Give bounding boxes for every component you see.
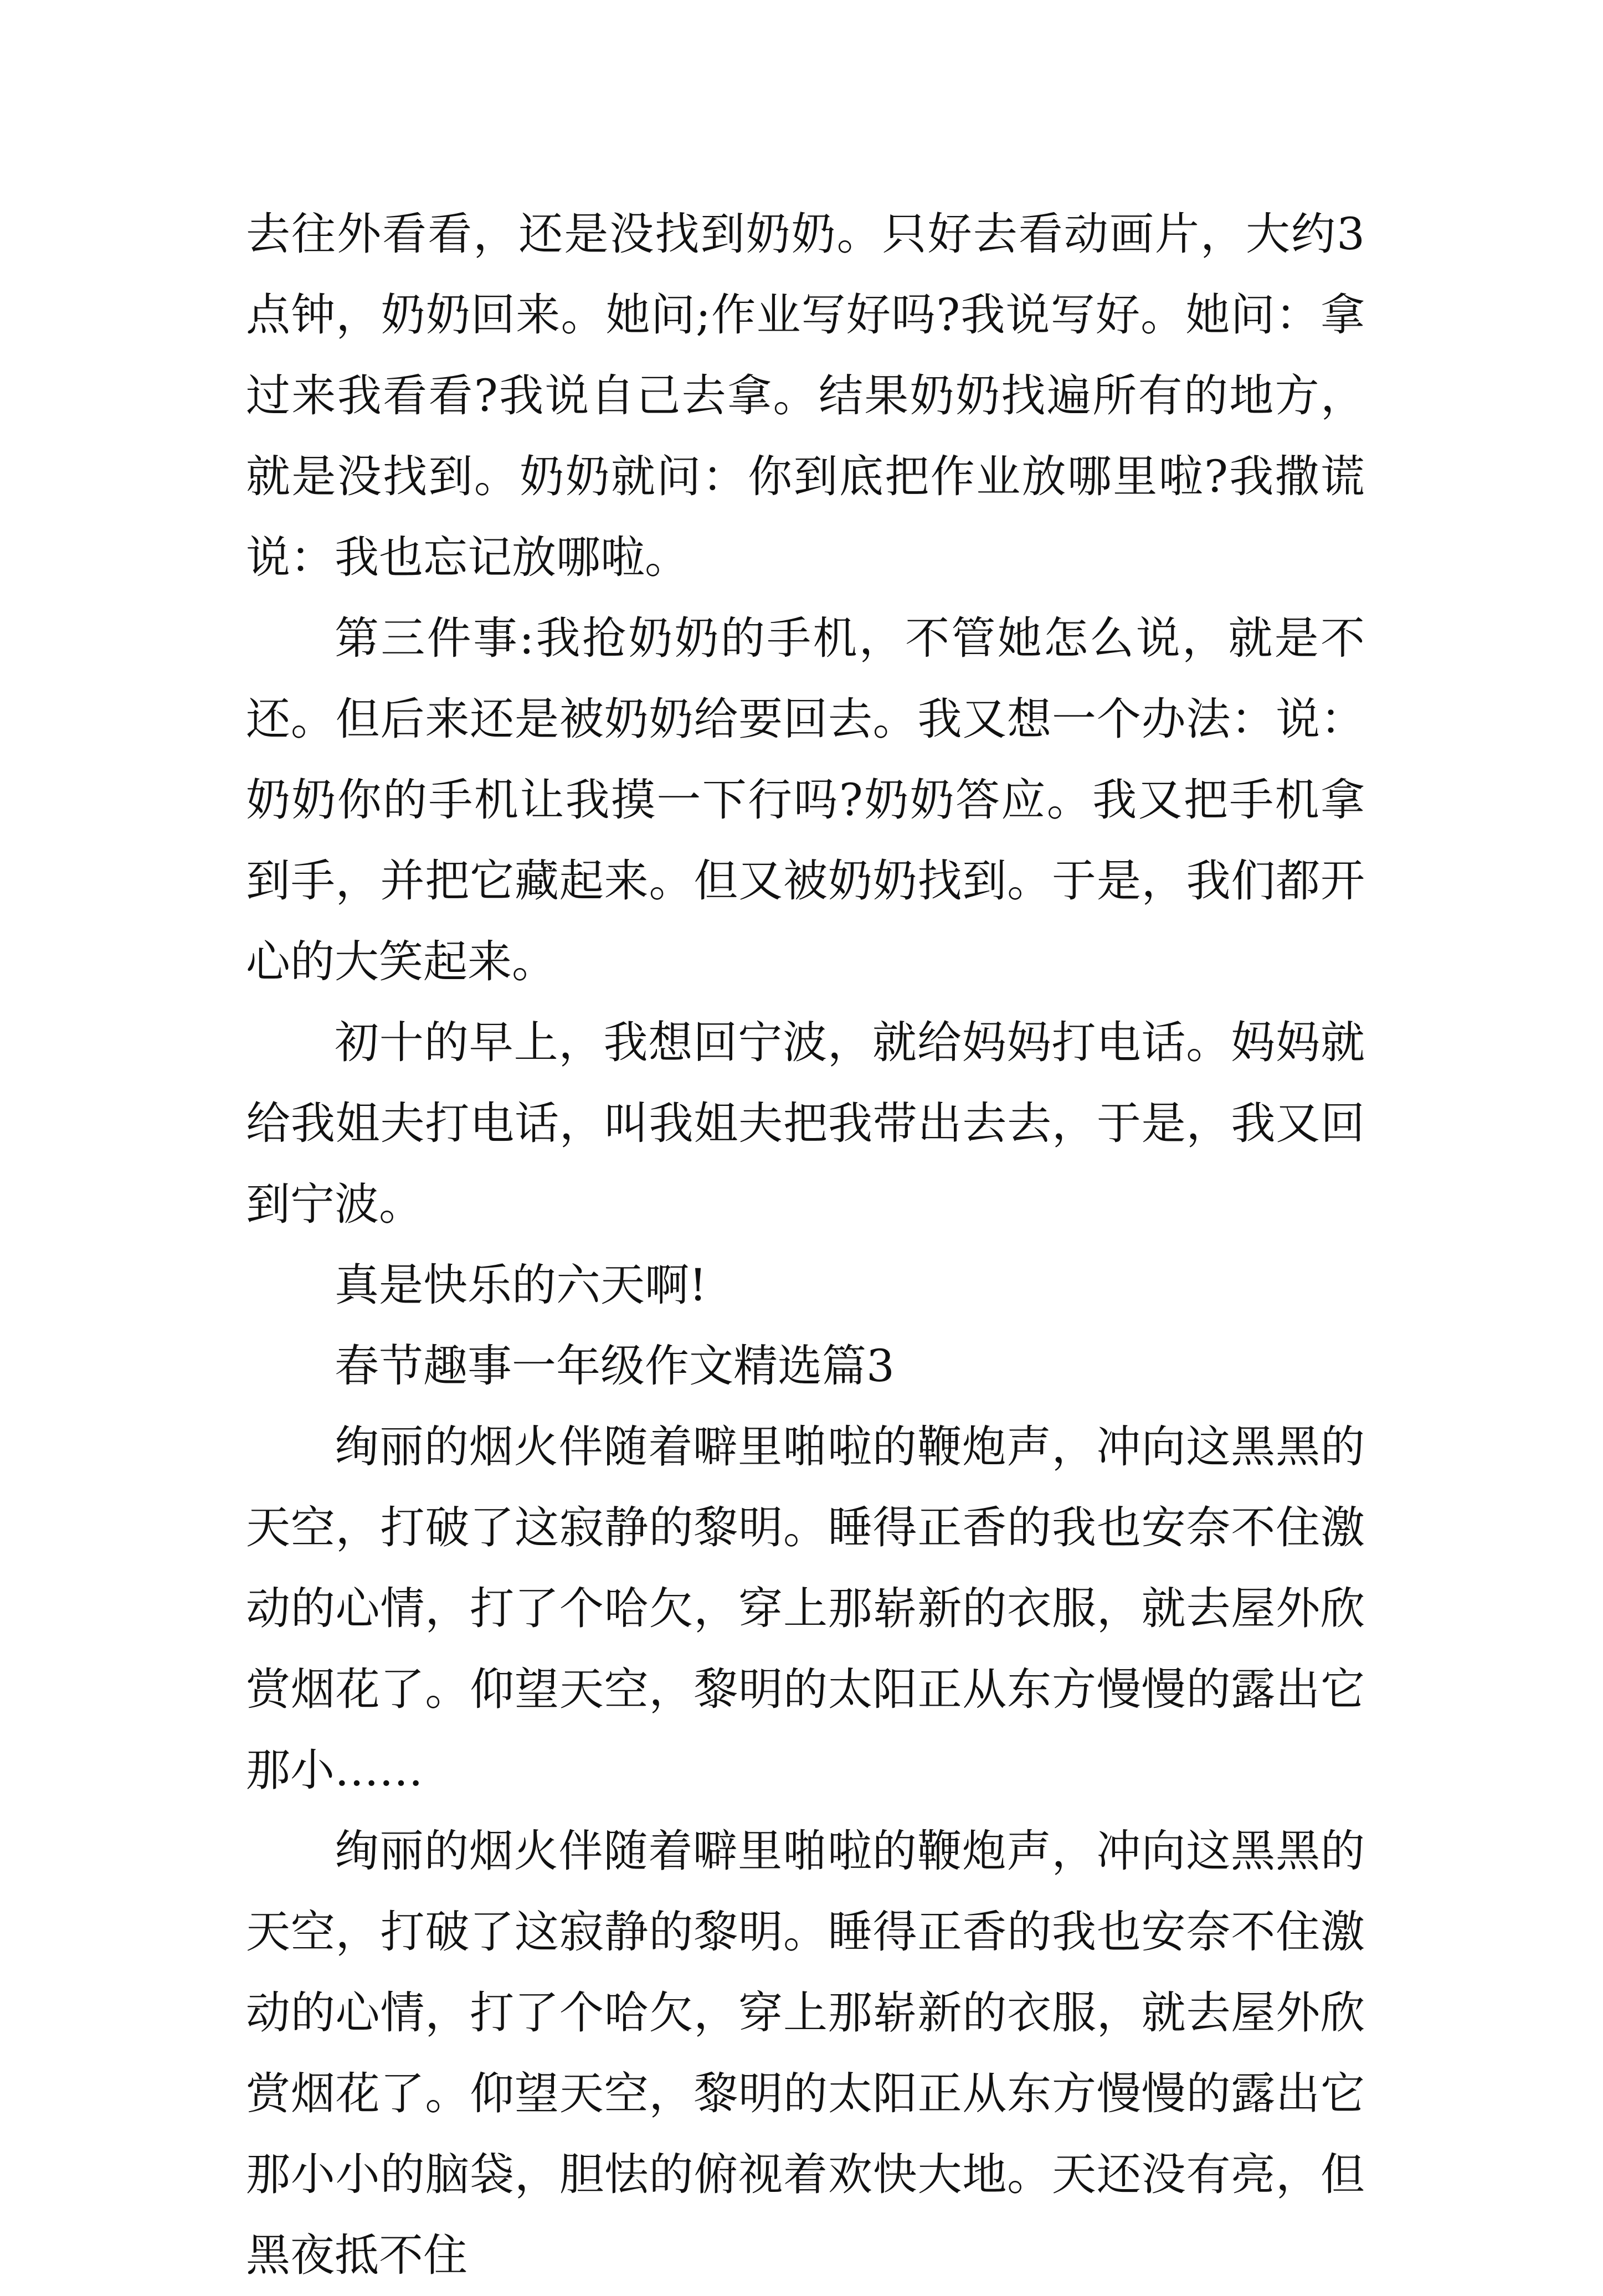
paragraph-1: 去往外看看，还是没找到奶奶。只好去看动画片，大约3点钟，奶奶回来。她问;作业写好吗?我说写好。她问：拿过来我看看?我说自己去拿。结果奶奶找遍所有的地方，就是没找到。奶奶就问：你到底把作业放哪里啦?我撒谎说：我也忘记放哪啦。	[246, 208, 1365, 583]
paragraph-4: 真是快乐的六天啊!	[335, 1259, 707, 1311]
paragraph-6: 绚丽的烟火伴随着噼里啪啦的鞭炮声，冲向这黑黑的天空，打破了这寂静的黎明。睡得正香的我也安奈不住激动的心情，打了个哈欠，穿上那崭新的衣服，就去屋外欣赏烟花了。仰望天空，黎明的太阳正从东方慢慢的露出它那小……	[246, 1421, 1365, 1796]
paragraph-7: 绚丽的烟火伴随着噼里啪啦的鞭炮声，冲向这黑黑的天空，打破了这寂静的黎明。睡得正香的我也安奈不住激动的心情，打了个哈欠，穿上那崭新的衣服，就去屋外欣赏烟花了。仰望天空，黎明的太阳正从东方慢慢的露出它那小小的脑袋，胆怯的俯视着欢快大地。天还没有亮，但黑夜抵不住	[246, 1825, 1365, 2281]
paragraph-2: 第三件事:我抢奶奶的手机，不管她怎么说，就是不还。但后来还是被奶奶给要回去。我又想一个办法：说：奶奶你的手机让我摸一下行吗?奶奶答应。我又把手机拿到手，并把它藏起来。但又被奶奶找到。于是，我们都开心的大笑起来。	[246, 612, 1365, 987]
body-text	[246, 194, 1365, 2296]
section-heading: 春节趣事一年级作文精选篇3	[335, 1340, 895, 1392]
paragraph-3: 初十的早上，我想回宁波，就给妈妈打电话。妈妈就给我姐夫打电话，叫我姐夫把我带出去去，于是，我又回到宁波。	[246, 1017, 1365, 1230]
